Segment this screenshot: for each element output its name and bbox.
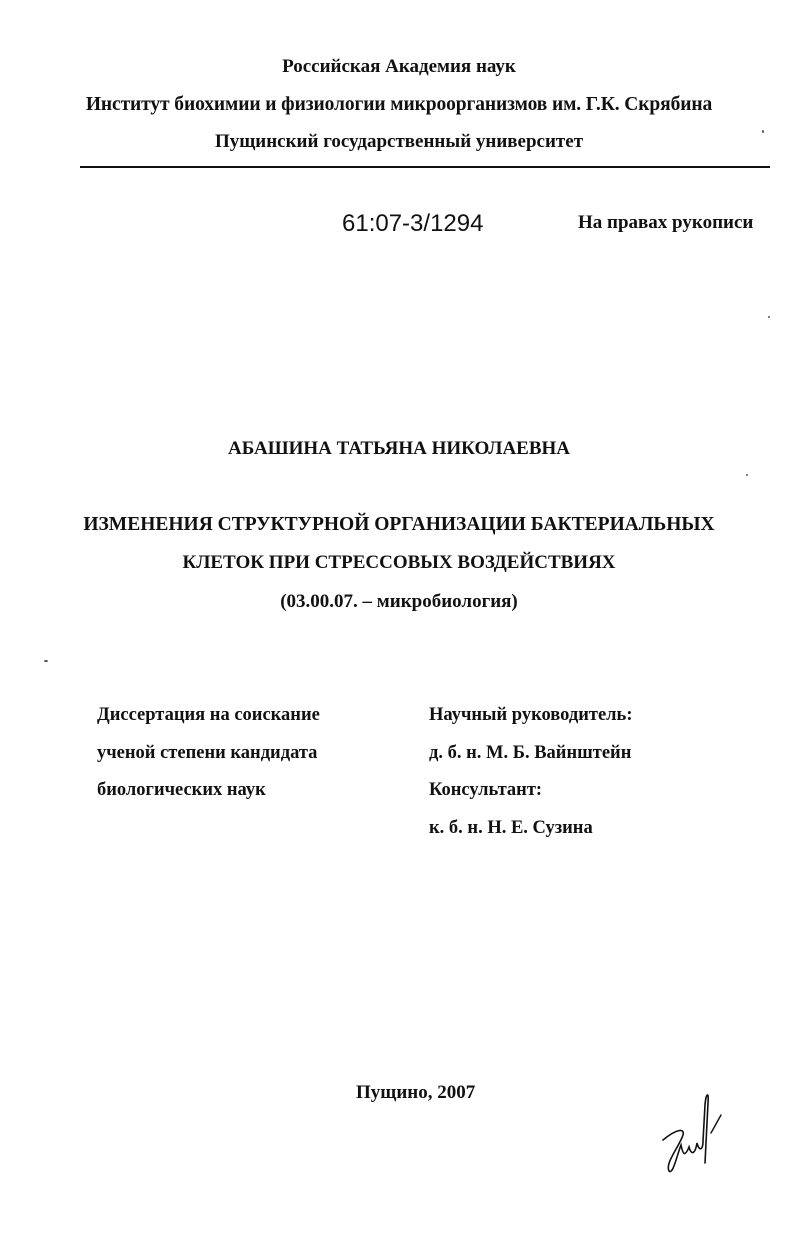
rights-notice: На правах рукописи bbox=[578, 212, 754, 233]
author-name: АБАШИНА ТАТЬЯНА НИКОЛАЕВНА bbox=[227, 438, 571, 459]
org-university: Пущинский государственный университет bbox=[214, 131, 584, 152]
scan-artifact bbox=[768, 316, 770, 318]
advisor-name: д. б. н. М. Б. Вайнштейн bbox=[429, 742, 632, 763]
degree-line: Диссертация на соискание bbox=[97, 705, 320, 725]
org-institute: Институт биохимии и физиологии микроорганизмов им. Г.К. Скрябина bbox=[85, 94, 713, 115]
advisor-label: Научный руководитель: bbox=[429, 705, 633, 725]
catalog-code: 61:07-3/1294 bbox=[342, 210, 484, 237]
degree-block bbox=[97, 705, 320, 818]
advisors-block bbox=[429, 705, 633, 855]
thesis-title-line-1: ИЗМЕНЕНИЯ СТРУКТУРНОЙ ОРГАНИЗАЦИИ БАКТЕРИАЛЬНЫХ bbox=[83, 514, 715, 535]
thesis-title-line-2: КЛЕТОК ПРИ СТРЕССОВЫХ ВОЗДЕЙСТВИЯХ bbox=[182, 552, 616, 573]
org-academy: Российская Академия наук bbox=[282, 56, 516, 77]
consultant-label: Консультант: bbox=[429, 780, 543, 800]
signature-icon bbox=[655, 1085, 725, 1175]
place-year: Пущино, 2007 bbox=[356, 1082, 476, 1103]
header-divider bbox=[80, 166, 770, 168]
degree-line: биологических наук bbox=[97, 780, 266, 800]
scan-artifact bbox=[44, 660, 48, 662]
consultant-name: к. б. н. Н. Е. Сузина bbox=[429, 817, 593, 838]
degree-line: ученой степени кандидата bbox=[97, 742, 318, 763]
specialty-code: (03.00.07. – микробиология) bbox=[280, 591, 518, 612]
scan-artifact bbox=[762, 130, 764, 133]
scan-artifact bbox=[746, 474, 748, 476]
